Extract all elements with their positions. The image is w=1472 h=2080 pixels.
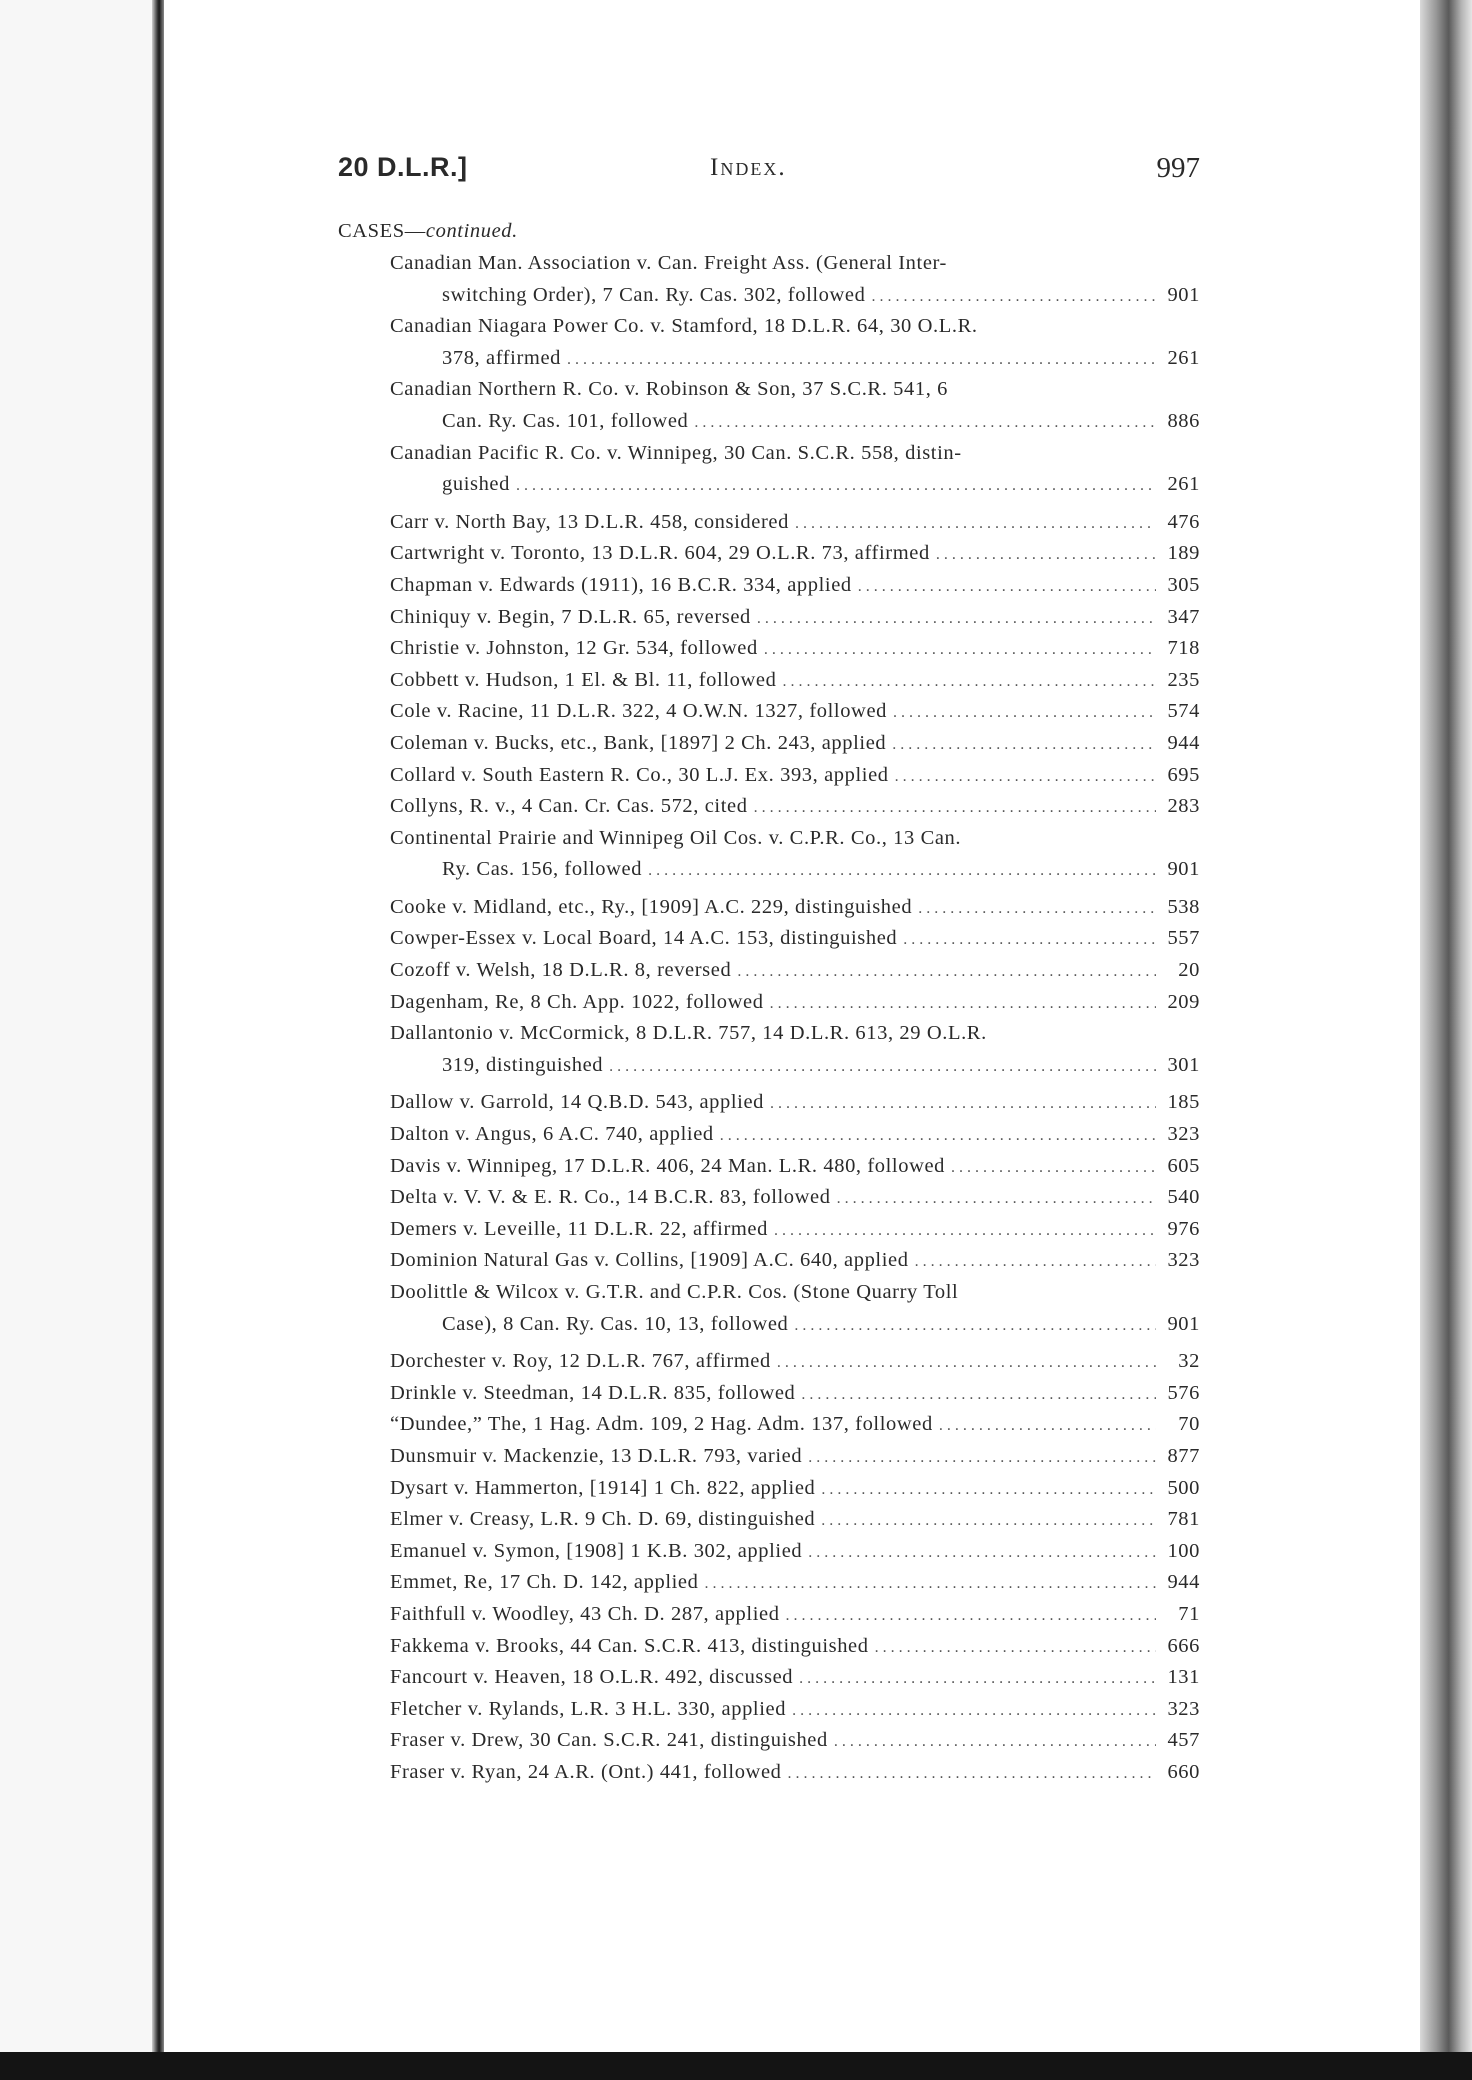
index-entry-text-line: Dagenham, Re, 8 Ch. App. 1022, followed <box>390 990 764 1013</box>
index-entry-last-line <box>390 1409 1200 1441</box>
case-index-list <box>390 248 1200 1789</box>
page-reference: 189 <box>1167 542 1200 565</box>
dot-leader <box>821 1505 1156 1537</box>
index-entry-text-line: Canadian Pacific R. Co. v. Winnipeg, 30 Can. S.C.R. 558, distin- <box>390 441 962 464</box>
index-entry <box>390 374 1200 437</box>
index-entry <box>390 987 1200 1019</box>
index-entry-text-line: Dunsmuir v. Mackenzie, 13 D.L.R. 793, varied <box>390 1444 803 1467</box>
dot-leader <box>795 508 1156 540</box>
index-entry <box>390 1277 1200 1340</box>
dot-leader <box>936 539 1156 571</box>
index-entry-text-line: Faithfull v. Woodley, 43 Ch. D. 287, applied <box>390 1602 780 1625</box>
index-entry-last-line <box>390 1631 1200 1663</box>
index-entry-text-line: Chiniquy v. Begin, 7 D.L.R. 65, reversed <box>390 605 751 628</box>
index-entry-text-line: Cobbett v. Hudson, 1 El. & Bl. 11, followed <box>390 668 777 691</box>
page-reference: 70 <box>1178 1413 1200 1436</box>
index-entry-text-line: Chapman v. Edwards (1911), 16 B.C.R. 334, applied <box>390 573 852 596</box>
dot-leader <box>821 1474 1156 1506</box>
index-entry <box>390 696 1200 728</box>
index-entry-last-line <box>390 791 1200 823</box>
index-entry <box>390 665 1200 697</box>
index-entry-last-line <box>390 507 1200 539</box>
section-heading-label: CASES— <box>338 220 426 242</box>
page-reference: 209 <box>1167 990 1200 1013</box>
page-edge-shadow <box>1420 0 1472 2056</box>
index-entry-text-line: Canadian Niagara Power Co. v. Stamford, 18 D.L.R. 64, 30 O.L.R. <box>390 315 978 338</box>
dot-leader <box>609 1051 1156 1083</box>
dot-leader <box>834 1726 1156 1758</box>
index-entry-text-line: Cartwright v. Toronto, 13 D.L.R. 604, 29 O.L.R. 73, affirmed <box>390 542 930 565</box>
index-entry-text-line: Cole v. Racine, 11 D.L.R. 322, 4 O.W.N. 1327, followed <box>390 700 888 723</box>
index-entry-text-line: Fakkema v. Brooks, 44 Can. S.C.R. 413, distinguished <box>390 1634 869 1657</box>
page-reference: 538 <box>1167 895 1200 918</box>
dot-leader <box>754 792 1156 824</box>
page-reference: 944 <box>1167 1571 1200 1594</box>
index-entry-last-line <box>390 280 1200 312</box>
index-entry-text-line: Davis v. Winnipeg, 17 D.L.R. 406, 24 Man. L.R. 480, followed <box>390 1154 946 1177</box>
page-reference: 261 <box>1167 346 1200 369</box>
section-heading <box>338 220 518 243</box>
index-entry-text-line: Christie v. Johnston, 12 Gr. 534, followed <box>390 637 758 660</box>
dot-leader <box>770 988 1156 1020</box>
index-entry <box>390 1757 1200 1789</box>
index-entry <box>390 1567 1200 1599</box>
index-entry-text-line: Case), 8 Can. Ry. Cas. 10, 13, followed <box>442 1312 789 1335</box>
index-entry <box>390 1536 1200 1568</box>
dot-leader <box>837 1183 1156 1215</box>
page-reference: 323 <box>1167 1249 1200 1272</box>
index-entry-text-line: Collard v. South Eastern R. Co., 30 L.J. Ex. 393, applied <box>390 763 889 786</box>
index-entry <box>390 311 1200 374</box>
page-reference: 976 <box>1167 1217 1200 1240</box>
page-reference: 347 <box>1167 605 1200 628</box>
dot-leader <box>737 956 1156 988</box>
scan-bottom-border <box>0 2052 1472 2080</box>
index-entry-last-line <box>390 406 1200 438</box>
index-entry-text-line: Dallantonio v. McCormick, 8 D.L.R. 757, 14 D.L.R. 613, 29 O.L.R. <box>390 1022 987 1045</box>
index-entry <box>390 1378 1200 1410</box>
index-entry <box>390 1119 1200 1151</box>
index-entry <box>390 1725 1200 1757</box>
index-entry <box>390 507 1200 539</box>
page-reference: 605 <box>1167 1154 1200 1177</box>
dot-leader <box>788 1758 1157 1790</box>
page-reference: 695 <box>1167 763 1200 786</box>
running-header <box>338 152 1200 192</box>
dot-leader <box>871 281 1156 313</box>
page-reference: 877 <box>1167 1444 1200 1467</box>
facing-page-edge <box>0 0 158 2080</box>
index-entry-last-line <box>390 1694 1200 1726</box>
index-entry-text-line: Coleman v. Bucks, etc., Bank, [1897] 2 Ch. 243, applied <box>390 731 887 754</box>
dot-leader <box>516 470 1156 502</box>
index-entry <box>390 1087 1200 1119</box>
page-reference: 323 <box>1167 1123 1200 1146</box>
page-reference: 235 <box>1167 668 1200 691</box>
page-reference: 261 <box>1167 473 1200 496</box>
dot-leader <box>782 666 1156 698</box>
page-reference: 781 <box>1167 1508 1200 1531</box>
index-entry-text-line: Drinkle v. Steedman, 14 D.L.R. 835, followed <box>390 1381 796 1404</box>
dot-leader <box>774 1215 1156 1247</box>
index-entry-last-line <box>390 854 1200 886</box>
page-reference: 301 <box>1167 1053 1200 1076</box>
index-entry-last-line <box>390 1346 1200 1378</box>
index-entry-text-line: Can. Ry. Cas. 101, followed <box>442 409 689 432</box>
dot-leader <box>770 1088 1156 1120</box>
index-entry <box>390 1599 1200 1631</box>
index-entry-text-line: Ry. Cas. 156, followed <box>442 858 643 881</box>
page-reference: 185 <box>1167 1091 1200 1114</box>
index-entry-text-line: Emmet, Re, 17 Ch. D. 142, applied <box>390 1571 699 1594</box>
index-entry-last-line <box>390 1182 1200 1214</box>
index-entry-last-line <box>390 1214 1200 1246</box>
index-entry-text-line: “Dundee,” The, 1 Hag. Adm. 109, 2 Hag. Adm. 137, followed <box>390 1413 933 1436</box>
dot-leader <box>808 1442 1156 1474</box>
index-entry-last-line <box>390 1536 1200 1568</box>
index-entry <box>390 1441 1200 1473</box>
dot-leader <box>757 603 1156 635</box>
index-entry-text-line: Cooke v. Midland, etc., Ry., [1909] A.C. 229, distinguished <box>390 895 913 918</box>
page-number: 997 <box>1156 152 1200 184</box>
dot-leader <box>794 1310 1156 1342</box>
page-reference: 557 <box>1167 927 1200 950</box>
index-entry-last-line <box>390 469 1200 501</box>
index-entry-text-line: Canadian Northern R. Co. v. Robinson & Son, 37 S.C.R. 541, 6 <box>390 378 948 401</box>
page-title: Index. <box>710 154 787 181</box>
page-reference: 476 <box>1167 510 1200 533</box>
book-gutter <box>152 0 164 2080</box>
dot-leader <box>764 634 1156 666</box>
dot-leader <box>875 1632 1156 1664</box>
page-reference: 131 <box>1167 1666 1200 1689</box>
index-entry-last-line <box>390 1087 1200 1119</box>
index-entry-text-line: Doolittle & Wilcox v. G.T.R. and C.P.R. Cos. (Stone Quarry Toll <box>390 1281 959 1303</box>
page-reference: 901 <box>1167 1312 1200 1335</box>
index-entry <box>390 1214 1200 1246</box>
index-entry <box>390 1346 1200 1378</box>
dot-leader <box>918 893 1156 925</box>
index-entry-text-line: Cowper-Essex v. Local Board, 14 A.C. 153, distinguished <box>390 927 898 950</box>
index-entry-last-line <box>390 1567 1200 1599</box>
index-entry-text-line: 378, affirmed <box>442 346 561 369</box>
page-reference: 660 <box>1167 1760 1200 1783</box>
index-entry-text-line: Cozoff v. Welsh, 18 D.L.R. 8, reversed <box>390 959 732 982</box>
index-entry <box>390 1018 1200 1081</box>
dot-leader <box>801 1379 1156 1411</box>
page-reference: 283 <box>1167 795 1200 818</box>
page-reference: 305 <box>1167 573 1200 596</box>
index-entry-text-line: Emanuel v. Symon, [1908] 1 K.B. 302, applied <box>390 1539 803 1562</box>
dot-leader <box>799 1663 1156 1695</box>
index-entry-last-line <box>390 728 1200 760</box>
index-entry <box>390 438 1200 501</box>
section-continued-label: continued. <box>425 220 518 242</box>
page-reference: 323 <box>1167 1697 1200 1720</box>
dot-leader <box>792 1695 1156 1727</box>
index-entry-last-line <box>390 892 1200 924</box>
index-entry-text-line: Fraser v. Ryan, 24 A.R. (Ont.) 441, followed <box>390 1760 782 1783</box>
index-entry-text-line: 319, distinguished <box>442 1053 604 1076</box>
index-entry-text-line: Fraser v. Drew, 30 Can. S.C.R. 241, distinguished <box>390 1729 828 1752</box>
dot-leader <box>893 697 1156 729</box>
dot-leader <box>720 1120 1156 1152</box>
index-entry <box>390 760 1200 792</box>
dot-leader <box>704 1568 1156 1600</box>
index-entry-last-line <box>390 760 1200 792</box>
page-reference: 457 <box>1167 1729 1200 1752</box>
index-entry-last-line <box>390 1757 1200 1789</box>
index-entry-text-line: Dallow v. Garrold, 14 Q.B.D. 543, applied <box>390 1091 764 1114</box>
index-entry <box>390 1473 1200 1505</box>
index-entry-last-line <box>390 538 1200 570</box>
index-entry <box>390 892 1200 924</box>
index-entry-last-line <box>390 343 1200 375</box>
index-entry-last-line <box>390 955 1200 987</box>
index-entry-last-line <box>390 1441 1200 1473</box>
dot-leader <box>903 924 1156 956</box>
index-entry-last-line <box>390 1725 1200 1757</box>
index-entry-text-line: Elmer v. Creasy, L.R. 9 Ch. D. 69, distinguished <box>390 1508 816 1531</box>
index-entry-last-line <box>390 1473 1200 1505</box>
page-reference: 901 <box>1167 283 1200 306</box>
dot-leader <box>892 729 1156 761</box>
index-entry <box>390 791 1200 823</box>
index-entry-last-line <box>390 1309 1200 1341</box>
page-reference: 666 <box>1167 1634 1200 1657</box>
dot-leader <box>858 571 1156 603</box>
index-entry-last-line <box>390 665 1200 697</box>
index-entry-last-line <box>390 570 1200 602</box>
page-reference: 540 <box>1167 1186 1200 1209</box>
dot-leader <box>939 1410 1156 1442</box>
dot-leader <box>567 344 1156 376</box>
index-entry <box>390 1694 1200 1726</box>
page-reference: 901 <box>1167 858 1200 881</box>
page-reference: 100 <box>1167 1539 1200 1562</box>
index-entry-last-line <box>390 696 1200 728</box>
dot-leader <box>808 1537 1156 1569</box>
index-entry-last-line <box>390 633 1200 665</box>
index-entry <box>390 823 1200 886</box>
index-entry-text-line: Delta v. V. V. & E. R. Co., 14 B.C.R. 83, followed <box>390 1186 831 1209</box>
page-reference: 718 <box>1167 637 1200 660</box>
index-entry-text-line: Demers v. Leveille, 11 D.L.R. 22, affirmed <box>390 1217 768 1240</box>
index-entry-text-line: Dysart v. Hammerton, [1914] 1 Ch. 822, applied <box>390 1476 816 1499</box>
index-entry <box>390 1409 1200 1441</box>
index-entry-text-line: Canadian Man. Association v. Can. Freight Ass. (General Inter- <box>390 252 947 274</box>
page-reference: 71 <box>1178 1602 1200 1625</box>
dot-leader <box>915 1246 1156 1278</box>
page-reference: 574 <box>1167 700 1200 723</box>
index-entry-text-line: Collyns, R. v., 4 Can. Cr. Cas. 572, cited <box>390 795 748 818</box>
index-entry <box>390 602 1200 634</box>
dot-leader <box>895 761 1156 793</box>
dot-leader <box>786 1600 1156 1632</box>
index-entry-last-line <box>390 1662 1200 1694</box>
index-entry-last-line <box>390 923 1200 955</box>
dot-leader <box>648 855 1156 887</box>
index-entry-text-line: Carr v. North Bay, 13 D.L.R. 458, considered <box>390 510 789 533</box>
index-entry <box>390 1182 1200 1214</box>
index-entry-last-line <box>390 1119 1200 1151</box>
index-entry-text-line: Continental Prairie and Winnipeg Oil Cos. v. C.P.R. Co., 13 Can. <box>390 826 962 849</box>
index-entry-text-line: Dominion Natural Gas v. Collins, [1909] A.C. 640, applied <box>390 1249 909 1272</box>
index-entry-text-line: guished <box>442 473 510 496</box>
page-reference: 20 <box>1178 959 1200 982</box>
dot-leader <box>777 1347 1156 1379</box>
page-reference: 886 <box>1167 409 1200 432</box>
index-entry-last-line <box>390 1050 1200 1082</box>
index-entry-last-line <box>390 1504 1200 1536</box>
index-entry <box>390 1631 1200 1663</box>
page-reference: 500 <box>1167 1476 1200 1499</box>
index-entry-text-line: Fletcher v. Rylands, L.R. 3 H.L. 330, applied <box>390 1697 787 1720</box>
index-entry <box>390 1504 1200 1536</box>
index-entry-text-line: Dorchester v. Roy, 12 D.L.R. 767, affirmed <box>390 1350 771 1373</box>
index-entry <box>390 570 1200 602</box>
page-reference: 944 <box>1167 731 1200 754</box>
index-entry-text-line: switching Order), 7 Can. Ry. Cas. 302, followed <box>442 283 866 306</box>
index-entry-text-line: Fancourt v. Heaven, 18 O.L.R. 492, discussed <box>390 1666 794 1689</box>
index-entry-last-line <box>390 1378 1200 1410</box>
index-entry <box>390 538 1200 570</box>
index-entry-last-line <box>390 987 1200 1019</box>
index-entry <box>390 1245 1200 1277</box>
index-entry <box>390 248 1200 311</box>
index-entry <box>390 633 1200 665</box>
index-entry <box>390 1662 1200 1694</box>
index-entry <box>390 923 1200 955</box>
index-entry-last-line <box>390 1245 1200 1277</box>
index-entry <box>390 955 1200 987</box>
dot-leader <box>694 407 1156 439</box>
index-entry-last-line <box>390 602 1200 634</box>
index-entry <box>390 728 1200 760</box>
index-entry <box>390 1151 1200 1183</box>
index-entry-last-line <box>390 1151 1200 1183</box>
volume-reference: 20 D.L.R.] <box>338 152 468 182</box>
dot-leader <box>951 1152 1156 1184</box>
index-entry-last-line <box>390 1599 1200 1631</box>
page-reference: 32 <box>1178 1350 1200 1373</box>
index-entry-text-line: Dalton v. Angus, 6 A.C. 740, applied <box>390 1123 714 1146</box>
page-reference: 576 <box>1167 1381 1200 1404</box>
